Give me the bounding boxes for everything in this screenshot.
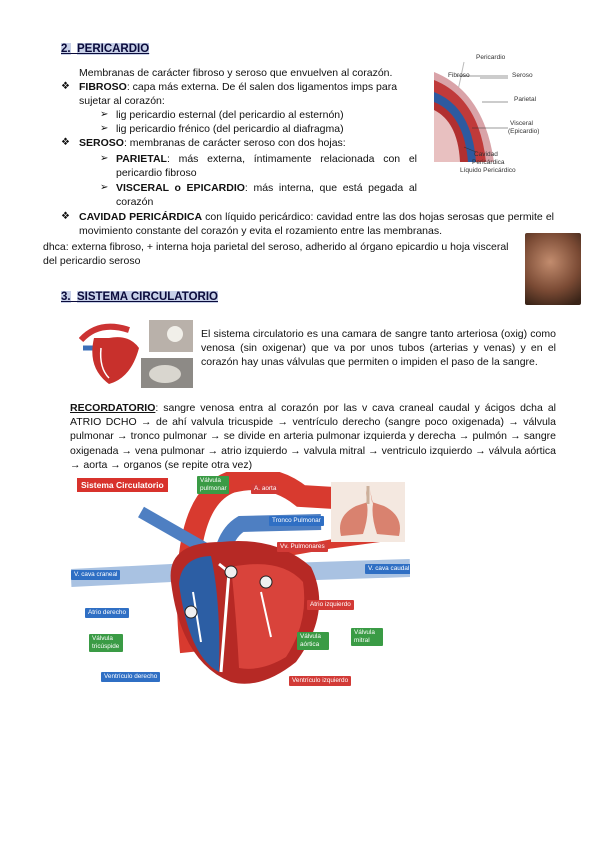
recordatorio-paragraph	[70, 401, 556, 472]
visceral-paragraph	[116, 181, 417, 209]
diagram-title: Sistema Circulatorio	[77, 478, 168, 492]
heading-text: SISTEMA CIRCULATORIO	[76, 291, 218, 303]
circulatory-system-diagram	[71, 472, 410, 690]
heading-number: 2.	[61, 43, 71, 55]
label-v-cava-caudal: V. cava caudal	[365, 564, 410, 574]
visceral-text: : más interna, que está pegada al corazón	[116, 182, 417, 209]
diagram-label-fibroso: Fibroso	[448, 72, 470, 79]
label-atrio-derecho: Atrio derecho	[85, 608, 129, 618]
circulatorio-intro: El sistema circulatorio es una camara de sangre tanto arteriosa (oxig) como venosa (sin oxigenar) que va por unos tubos (arterias y venas) y en el corazón hay unas válvulas que permiten o impiden el paso de la sangre.	[201, 328, 556, 369]
diamond-bullet-icon: ❖	[61, 137, 70, 148]
fibroso-text: : capa más externa. De él salen dos ligamentos imps para sujetar al corazón:	[79, 81, 398, 108]
dhca-note: dhca: externa fibroso, + interna hoja parietal del seroso, adherido al órgano epicardio u hoja visceral del pericardio seroso	[43, 241, 509, 268]
section-heading-pericardio	[61, 43, 149, 55]
parietal-text: : más externa, íntimamente relacionada con el pericardio fibroso	[116, 153, 417, 180]
arrow-bullet-icon: ➢	[100, 182, 109, 193]
diagram-label-seroso: Seroso	[512, 72, 533, 79]
label-tronco-pulmonar: Tronco Pulmonar	[269, 516, 324, 526]
seroso-term: SEROSO	[79, 137, 124, 149]
diagram-label-visceral: Visceral	[510, 120, 534, 127]
label-ventriculo-izquierdo: Ventrículo izquierdo	[289, 676, 351, 686]
parietal-term: PARIETAL	[116, 153, 167, 165]
circulatory-collage	[79, 318, 194, 388]
visceral-term: VISCERAL o EPICARDIO	[116, 182, 245, 194]
arrow-bullet-icon: ➢	[100, 123, 109, 134]
cavidad-paragraph	[79, 210, 554, 238]
label-v-cava-craneal: V. cava craneal	[71, 570, 120, 580]
seroso-text: : membranas de carácter seroso con dos hojas:	[123, 137, 346, 149]
heart-diagram-illustration	[71, 472, 410, 690]
diagram-label-cavidad: Cavidad	[474, 151, 498, 158]
recordatorio-term: RECORDATORIO	[70, 402, 156, 414]
parietal-paragraph	[116, 152, 417, 180]
pericardio-intro: Membranas de carácter fibroso y seroso que envuelven al corazón.	[79, 67, 393, 79]
heart-sketch-illustration	[79, 318, 194, 388]
label-atrio-izquierdo: Atrio izquierdo	[307, 600, 354, 610]
label-valvula-tricuspide: Válvula tricúspide	[89, 634, 123, 652]
diamond-bullet-icon: ❖	[61, 81, 70, 92]
lig-frenico: lig pericardio frénico (del pericardio al diafragma)	[116, 123, 344, 135]
label-aorta: A. aorta	[251, 484, 279, 494]
label-ventriculo-derecho: Ventrículo derecho	[101, 672, 160, 682]
recordatorio-text: : sangre venosa entra al corazón por las v cava craneal caudal y ácigos dcha al ATRIO DCHO → de ahí valvula tricuspide → ventrículo derecho (sangre poco oxigenada) → válvula pulmonar → tronco pulmonar → se divide en arteria pulmonar izquierda y derecha → pulmón → sangre oxigenada → vena pulmonar → atrio izquierdo → valvula mitral → ventriculo izquierdo → válvula aórtica → aorta → organos (se repite otra vez)	[70, 402, 556, 471]
heading-text: PERICARDIO	[76, 43, 150, 55]
fibroso-term: FIBROSO	[79, 81, 127, 93]
label-valvula-aortica: Válvula aórtica	[297, 632, 329, 650]
diagram-label-parietal: Parietal	[514, 96, 537, 103]
diamond-bullet-icon: ❖	[61, 211, 70, 222]
pericardium-diagram	[424, 52, 588, 180]
diagram-label-pericardica: Pericárdica	[472, 159, 505, 166]
arrow-bullet-icon: ➢	[100, 153, 109, 164]
diagram-label-epicardio: (Epicardio)	[508, 128, 540, 135]
heart-photo	[525, 233, 581, 305]
section-heading-circulatorio	[61, 291, 218, 303]
diagram-label-liquido: Líquido Pericárdico	[460, 167, 516, 174]
label-vv-pulmonares: Vv. Pulmonares	[277, 542, 328, 552]
diagram-label-pericardio: Pericardio	[476, 54, 506, 61]
lig-esternal: lig pericardio esternal (del pericardio al esternón)	[116, 109, 344, 121]
cavidad-term: CAVIDAD PERICÁRDICA	[79, 211, 203, 223]
label-valvula-mitral: Válvula mitral	[351, 628, 383, 646]
seroso-paragraph	[79, 136, 419, 150]
heading-number: 3.	[61, 291, 71, 303]
label-valvula-pulmonar: Válvula pulmonar	[197, 476, 229, 494]
arrow-bullet-icon: ➢	[100, 109, 109, 120]
fibroso-paragraph	[79, 80, 421, 108]
cavidad-text: con líquido pericárdico: cavidad entre las dos hojas serosas que permite el movimiento constante del corazón y evita el rozamiento entre las membranas.	[79, 211, 554, 238]
